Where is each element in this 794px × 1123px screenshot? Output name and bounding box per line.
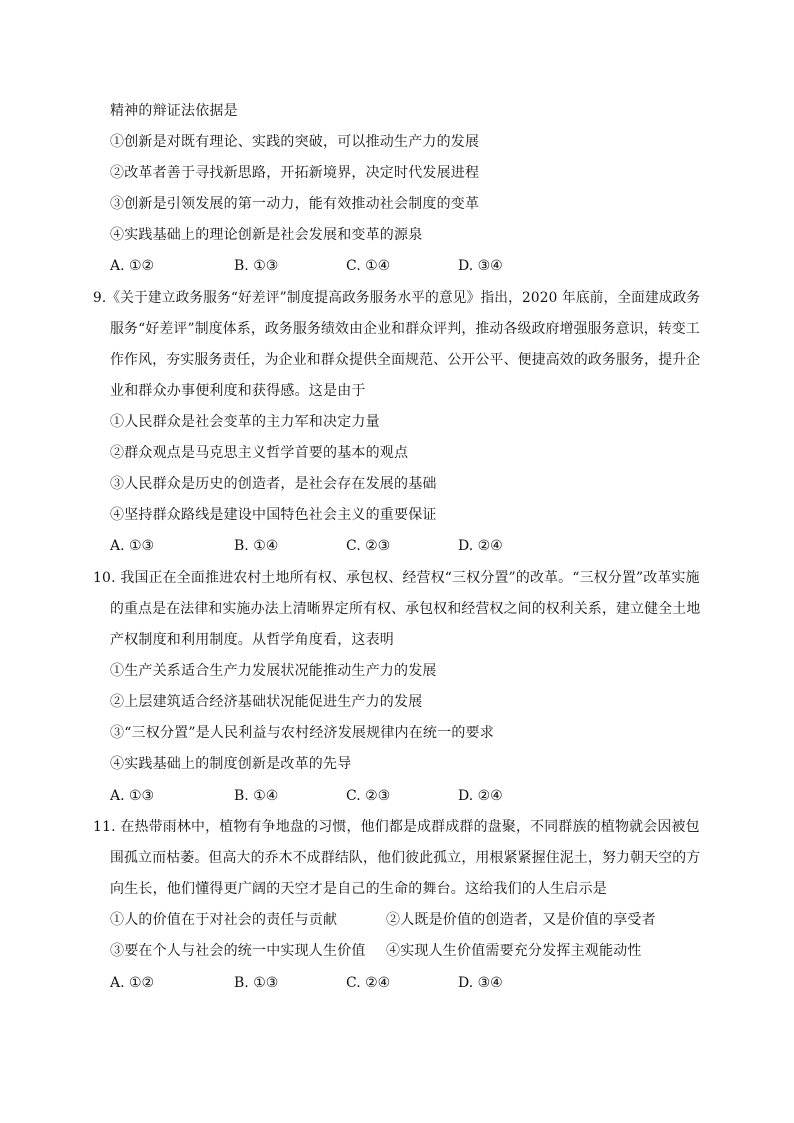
q8-item-2: ②改革者善于寻找新思路，开拓新境界，决定时代发展进程 bbox=[110, 165, 480, 181]
q11-stem-line-2: 围孤立而枯萎。但高大的乔木不成群结队，他们彼此孤立，用根紧紧握住泥土，努力朝天空的方 bbox=[110, 850, 701, 866]
q9-stem-line-1: 9.《关于建立政务服务“好差评”制度提高政务服务水平的意见》指出，2020 年底前，全面建成政务 bbox=[93, 290, 701, 306]
q8-item-3: ③创新是引领发展的第一动力，能有效推动社会制度的变革 bbox=[110, 196, 480, 212]
q11-option-a: A. ①② bbox=[110, 975, 155, 991]
q9-item-2: ②群众观点是马克思主义哲学首要的基本的观点 bbox=[110, 445, 409, 461]
q10-item-1: ①生产关系适合生产力发展状况能推动生产力的发展 bbox=[110, 663, 437, 679]
q10-option-d: D. ②④ bbox=[458, 788, 503, 804]
q11-item-4: ④实现人生价值需要充分发挥主观能动性 bbox=[386, 943, 642, 959]
q8-option-a: A. ①② bbox=[110, 258, 155, 274]
q10-option-b: B. ①④ bbox=[234, 788, 279, 804]
q10-item-3: ③“三权分置”是人民利益与农村经济发展规律内在统一的要求 bbox=[110, 725, 494, 741]
q11-option-c: C. ②④ bbox=[346, 975, 391, 991]
q8-option-d: D. ③④ bbox=[458, 258, 503, 274]
q11-stem-line-1: 11. 在热带雨林中，植物有争地盘的习惯，他们都是成群成群的盘聚，不同群族的植物就会因被包 bbox=[93, 819, 700, 835]
q9-stem-line-3: 作作风，夯实服务责任，为企业和群众提供全面规范、公开公平、便捷高效的政务服务，提升企 bbox=[110, 352, 701, 368]
q10-stem-line-2: 的重点是在法律和实施办法上清晰界定所有权、承包权和经营权之间的权利关系，建立健全土地 bbox=[110, 601, 701, 617]
q8-item-1: ①创新是对既有理论、实践的突破，可以推动生产力的发展 bbox=[110, 134, 480, 150]
q10-stem-line-1: 10. 我国正在全面推进农村土地所有权、承包权、经营权“三权分置”的改革。“三权分置”改革实施 bbox=[93, 570, 700, 586]
q9-option-b: B. ①④ bbox=[234, 538, 279, 554]
q11-stem-line-3: 向生长，他们懂得更广阔的天空才是自己的生命的舞台。这给我们的人生启示是 bbox=[110, 881, 607, 897]
q10-option-a: A. ①③ bbox=[110, 788, 155, 804]
q9-stem-line-2: 服务“好差评”制度体系，政务服务绩效由企业和群众评判，推动各级政府增强服务意识，转变工 bbox=[110, 321, 700, 337]
q8-item-4: ④实践基础上的理论创新是社会发展和变革的源泉 bbox=[110, 227, 423, 243]
q8-stem-tail: 精神的辩证法依据是 bbox=[110, 103, 238, 119]
q9-item-4: ④坚持群众路线是建设中国特色社会主义的重要保证 bbox=[110, 507, 437, 523]
q10-option-c: C. ②③ bbox=[346, 788, 391, 804]
q9-stem-line-4: 业和群众办事便利度和获得感。这是由于 bbox=[110, 383, 366, 399]
q11-item-1: ①人的价值在于对社会的责任与贡献 bbox=[110, 912, 338, 928]
q8-option-b: B. ①③ bbox=[234, 258, 279, 274]
q9-item-1: ①人民群众是社会变革的主力军和决定力量 bbox=[110, 414, 380, 430]
q10-item-2: ②上层建筑适合经济基础状况能促进生产力的发展 bbox=[110, 694, 423, 710]
q11-item-2: ②人既是价值的创造者，又是价值的享受者 bbox=[386, 912, 656, 928]
q9-option-c: C. ②③ bbox=[346, 538, 391, 554]
q10-item-4: ④实践基础上的制度创新是改革的先导 bbox=[110, 756, 352, 772]
q11-item-3: ③要在个人与社会的统一中实现人生价值 bbox=[110, 943, 366, 959]
q9-option-a: A. ①③ bbox=[110, 538, 155, 554]
q9-option-d: D. ②④ bbox=[458, 538, 503, 554]
q8-option-c: C. ①④ bbox=[346, 258, 391, 274]
q11-option-b: B. ①③ bbox=[234, 975, 279, 991]
q10-stem-line-3: 产权制度和利用制度。从哲学角度看，这表明 bbox=[110, 632, 394, 648]
q9-item-3: ③人民群众是历史的创造者，是社会存在发展的基础 bbox=[110, 476, 437, 492]
q11-option-d: D. ③④ bbox=[458, 975, 503, 991]
